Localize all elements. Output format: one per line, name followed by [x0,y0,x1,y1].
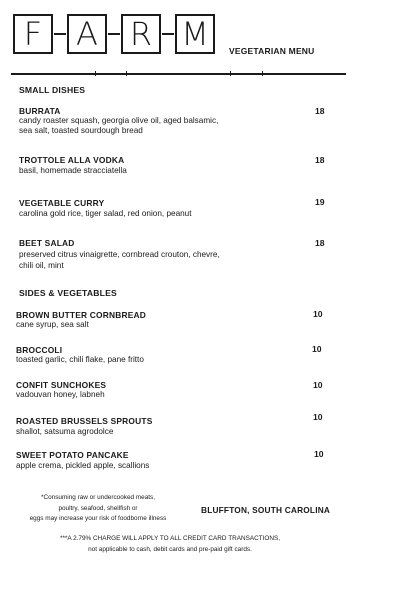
logo-letter-box [175,14,215,54]
item-price: 10 [312,344,322,354]
logo-letter: A [76,15,98,53]
header-divider-tick [262,71,263,76]
logo-letter: R [129,15,153,53]
item-price: 18 [315,106,325,116]
item-name: BURRATA [19,106,61,116]
item-description: toasted garlic, chili flake, pane fritto [16,355,144,364]
item-price: 10 [313,309,323,319]
logo-letter: M [181,15,209,53]
item-description: basil, homemade stracciatella [19,166,127,175]
item-name: BROCCOLI [16,345,63,355]
item-description: carolina gold rice, tiger salad, red onion, peanut [19,209,192,218]
item-description: candy roaster squash, georgia olive oil, aged balsamic, [19,116,219,125]
item-price: 10 [313,412,323,422]
item-description: sea salt, toasted sourdough bread [19,126,143,135]
section-heading-small-dishes: SMALL DISHES [19,85,86,95]
item-price: 10 [314,449,324,459]
item-name: SWEET POTATO PANCAKE [16,450,129,460]
header-divider-tick [230,71,231,76]
logo-dash [108,33,120,35]
logo-dash [54,33,66,35]
item-name: TROTTOLE ALLA VODKA [19,155,125,165]
warning-line: eggs may increase your risk of foodborne illness [29,515,167,522]
logo-letter-box [121,14,161,54]
item-price: 10 [313,380,323,390]
item-price: 18 [315,155,325,165]
item-price: 19 [315,197,325,207]
item-description: cane syrup, sea salt [16,320,89,329]
menu-title: VEGETARIAN MENU [229,46,315,56]
item-description: vadouvan honey, labneh [16,390,105,399]
cc-note-line: ***A 2.79% CHARGE WILL APPLY TO ALL CREDIT CARD TRANSACTIONS, [59,535,281,542]
header-divider-tick [95,71,96,76]
item-name: BEET SALAD [19,238,75,248]
logo-letter-box [67,14,107,54]
restaurant-location: BLUFFTON, SOUTH CAROLINA [201,505,331,515]
cc-note-line: not applicable to cash, debit cards and pre-paid gift cards. [88,546,252,553]
item-name: VEGETABLE CURRY [19,198,105,208]
item-description: apple crema, pickled apple, scallions [16,461,150,470]
item-name: CONFIT SUNCHOKES [16,380,107,390]
logo-letter: F [23,15,43,53]
warning-line: poultry, seafood, shellfish or [58,504,138,512]
item-description: shallot, satsuma agrodolce [16,427,114,436]
consumption-warning [2,493,194,525]
item-description: preserved citrus vinaigrette, cornbread crouton, chevre, [19,250,220,259]
header-divider-tick [126,71,127,76]
section-heading-sides-vegetables: SIDES & VEGETABLES [19,288,117,298]
logo-dash [162,33,174,35]
item-name: ROASTED BRUSSELS SPROUTS [16,416,153,426]
warning-line: *Consuming raw or undercooked meats, [40,494,156,501]
item-name: BROWN BUTTER CORNBREAD [16,310,147,320]
logo-letter-box [13,14,53,54]
header-divider [11,73,346,75]
item-description: chili oil, mint [19,261,64,270]
credit-card-note [10,533,330,555]
item-price: 18 [315,238,325,248]
